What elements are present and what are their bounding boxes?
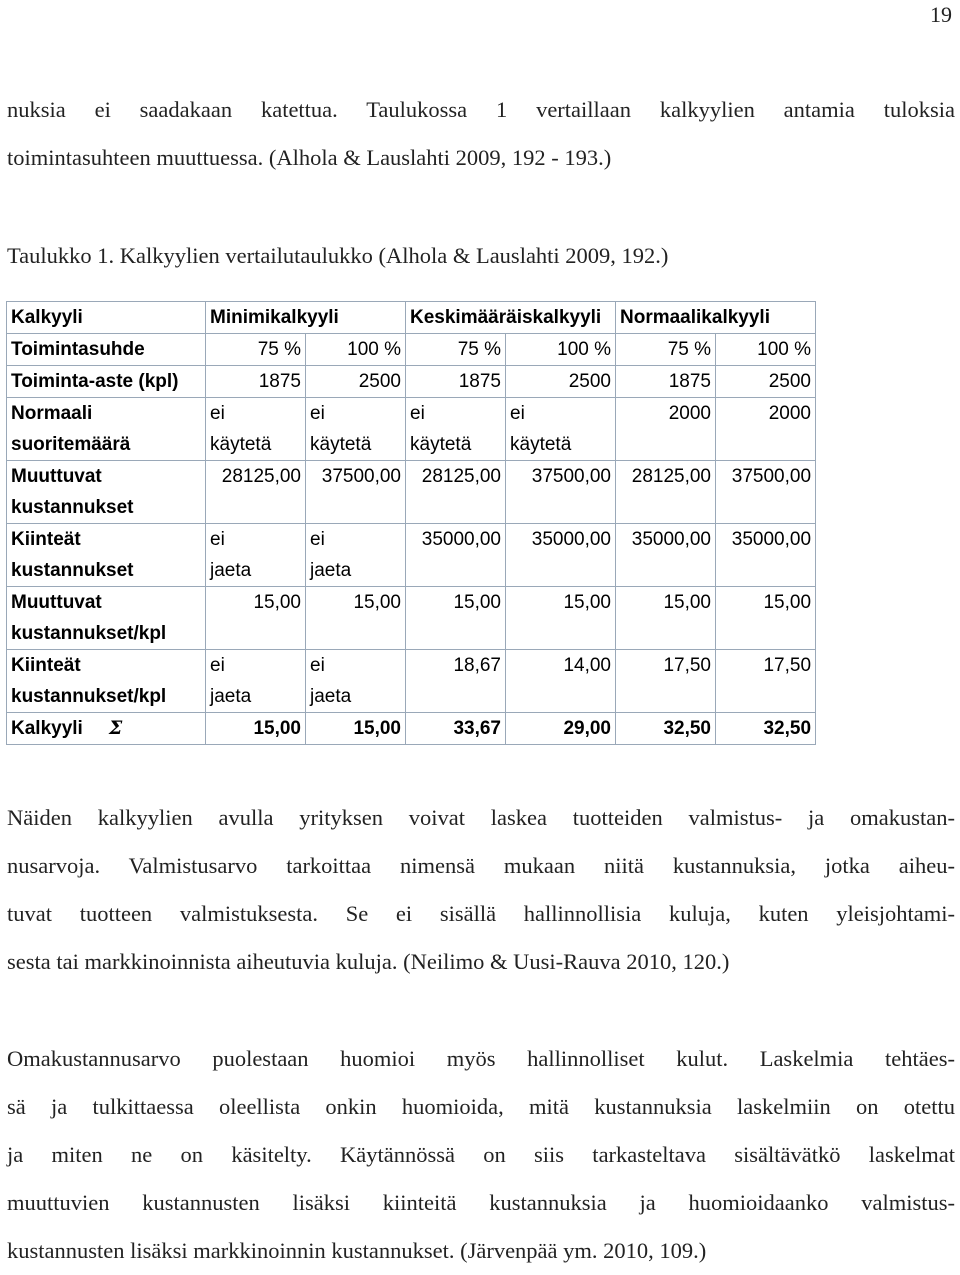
text-line: tuvat tuotteen valmistuksesta. Se ei sisällä hallinnollisia kuluja, kuten yleisjohtami-: [7, 901, 955, 926]
table-cell: 17,50: [716, 650, 816, 713]
table-cell: 1875: [616, 366, 716, 398]
table-cell: 35000,00: [506, 524, 616, 587]
row-label-line: kustannukset: [11, 497, 134, 518]
table-cell: 1875: [406, 366, 506, 398]
table-cell: 15,00: [306, 587, 406, 650]
text-line: nusarvoja. Valmistusarvo tarkoittaa nimensä mukaan niitä kustannuksia, jotka aiheu-: [7, 853, 955, 878]
cell-line: käytetä: [410, 434, 472, 455]
table-cell: 35000,00: [406, 524, 506, 587]
row-label: [7, 398, 206, 461]
row-label: [7, 650, 206, 713]
row-label-line: kustannukset: [11, 560, 134, 581]
text-line: sesta tai markkinoinnista aiheutuvia kuluja. (Neilimo & Uusi-Rauva 2010, 120.): [7, 949, 730, 974]
table-cell: 15,00: [306, 713, 406, 745]
header-cell: Minimikalkyyli: [206, 302, 406, 334]
text-line: sä ja tulkittaessa oleellista onkin huomioida, mitä kustannuksia laskelmiin on otettu: [7, 1094, 955, 1119]
table-cell: 100 %: [306, 334, 406, 366]
row-label: [7, 713, 206, 745]
table-cell: 15,00: [716, 587, 816, 650]
table-cell: 37500,00: [506, 461, 616, 524]
cell-line: jaeta: [310, 560, 352, 581]
cell-line: ei: [310, 655, 325, 676]
row-label: [7, 461, 206, 524]
table-cell: 2000: [716, 398, 816, 461]
cell-line: käytetä: [510, 434, 572, 455]
text-line: ja miten ne on käsitelty. Käytännössä on siis tarkasteltava sisältävätkö laskelmat: [7, 1142, 955, 1167]
table-cell: 17,50: [616, 650, 716, 713]
table-cell: 33,67: [406, 713, 506, 745]
table-cell: 75 %: [406, 334, 506, 366]
table-cell: 100 %: [506, 334, 616, 366]
table-cell: 2000: [616, 398, 716, 461]
comparison-table: [6, 301, 816, 745]
table-cell: 15,00: [616, 587, 716, 650]
table-cell: 37500,00: [716, 461, 816, 524]
header-cell: Normaalikalkyyli: [616, 302, 816, 334]
table-row: [7, 587, 816, 650]
table-row: [7, 366, 816, 398]
page-number: 19: [930, 2, 952, 27]
table-cell: 2500: [506, 366, 616, 398]
table-cell: 75 %: [616, 334, 716, 366]
table-cell: 32,50: [616, 713, 716, 745]
table-cell: [506, 398, 616, 461]
text-line: muuttuvien kustannusten lisäksi kiinteitä kustannuksia ja huomioidaanko valmistus-: [7, 1190, 955, 1215]
table-cell: 15,00: [506, 587, 616, 650]
table-cell: 18,67: [406, 650, 506, 713]
text-line: kustannusten lisäksi markkinoinnin kustannukset. (Järvenpää ym. 2010, 109.): [7, 1238, 707, 1263]
table-cell: 15,00: [406, 587, 506, 650]
cell-line: ei: [310, 529, 325, 550]
table-cell: 2500: [716, 366, 816, 398]
table-cell: 14,00: [506, 650, 616, 713]
paragraph-omakustannusarvo: [7, 1035, 955, 1275]
cell-line: jaeta: [310, 686, 352, 707]
cell-line: ei: [210, 655, 225, 676]
table-header-row: [7, 302, 816, 334]
header-cell: Kalkyyli: [7, 302, 206, 334]
text-line: nuksia ei saadakaan katettua. Taulukossa 1 vertaillaan kalkyylien antamia tuloksia: [7, 97, 955, 122]
table-row: [7, 650, 816, 713]
row-label: [7, 587, 206, 650]
row-label: Toimintasuhde: [7, 334, 206, 366]
table-cell: 28125,00: [206, 461, 306, 524]
row-label-line: Muuttuvat: [11, 592, 102, 613]
cell-line: käytetä: [310, 434, 372, 455]
table-cell: 2500: [306, 366, 406, 398]
table-row: [7, 461, 816, 524]
table-cell: 37500,00: [306, 461, 406, 524]
row-label-line: Muuttuvat: [11, 466, 102, 487]
paragraph-valmistusarvo: [7, 794, 955, 986]
row-label-line: Kiinteät: [11, 655, 81, 676]
table-cell: 1875: [206, 366, 306, 398]
table-cell: 32,50: [716, 713, 816, 745]
header-cell: Keskimääräiskalkyyli: [406, 302, 616, 334]
table-cell: 28125,00: [406, 461, 506, 524]
row-label-line: Normaali: [11, 403, 93, 424]
cell-line: käytetä: [210, 434, 272, 455]
table-row: [7, 398, 816, 461]
table-cell: [306, 524, 406, 587]
intro-paragraph: [7, 86, 955, 182]
table-cell: [206, 650, 306, 713]
table-cell: 100 %: [716, 334, 816, 366]
table-cell: 15,00: [206, 587, 306, 650]
row-label-line: suoritemäärä: [11, 434, 131, 455]
cell-line: jaeta: [210, 686, 252, 707]
table-cell: [306, 398, 406, 461]
cell-line: ei: [210, 403, 225, 424]
table-cell: 75 %: [206, 334, 306, 366]
cell-line: jaeta: [210, 560, 252, 581]
table-cell: 15,00: [206, 713, 306, 745]
text-line: toimintasuhteen muuttuessa. (Alhola & Lauslahti 2009, 192 - 193.): [7, 145, 612, 170]
cell-line: ei: [310, 403, 325, 424]
table-row: [7, 334, 816, 366]
text-line: Omakustannusarvo puolestaan huomioi myös hallinnolliset kulut. Laskelmia tehtäes-: [7, 1046, 955, 1071]
cell-line: ei: [510, 403, 525, 424]
comparison-table-wrapper: [6, 301, 815, 738]
table-caption: Taulukko 1. Kalkyylien vertailutaulukko (Alhola & Lauslahti 2009, 192.): [7, 243, 669, 268]
row-label-line: kustannukset/kpl: [11, 686, 167, 707]
table-cell: 29,00: [506, 713, 616, 745]
table-cell: 35000,00: [716, 524, 816, 587]
table-cell: [206, 398, 306, 461]
table-cell: [306, 650, 406, 713]
row-label-line: Kiinteät: [11, 529, 81, 550]
row-label: Toiminta-aste (kpl): [7, 366, 206, 398]
table-row: [7, 524, 816, 587]
cell-line: ei: [210, 529, 225, 550]
sum-row-label: Kalkyyli: [11, 718, 83, 739]
table-cell: 28125,00: [616, 461, 716, 524]
table-cell: 35000,00: [616, 524, 716, 587]
text-line: Näiden kalkyylien avulla yrityksen voivat laskea tuotteiden valmistus- ja omakustan-: [7, 805, 955, 830]
sigma-symbol: Σ: [108, 717, 123, 739]
row-label: [7, 524, 206, 587]
table-cell: [206, 524, 306, 587]
table-cell: [406, 398, 506, 461]
table-sum-row: [7, 713, 816, 745]
cell-line: ei: [410, 403, 425, 424]
row-label-line: kustannukset/kpl: [11, 623, 167, 644]
